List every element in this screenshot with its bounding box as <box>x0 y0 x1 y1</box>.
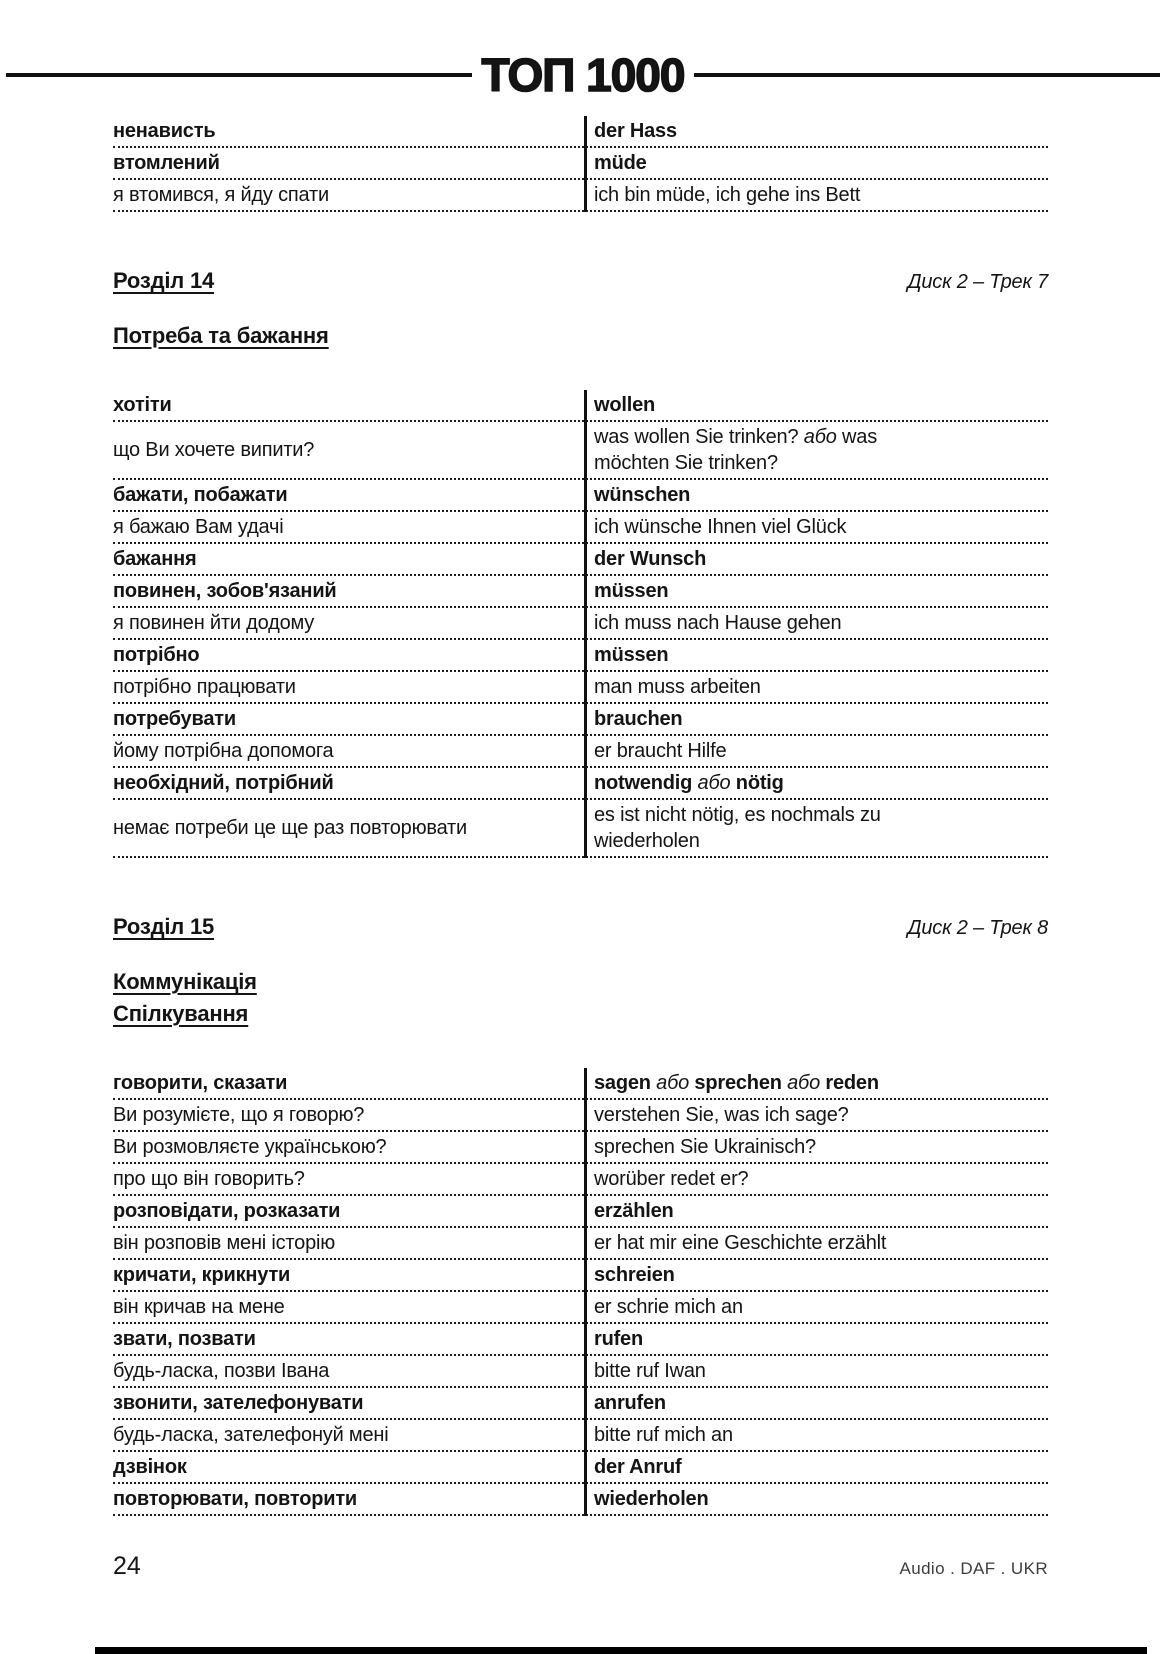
ukrainian-cell <box>113 480 584 510</box>
text-segment: bitte ruf Iwan <box>594 1360 706 1382</box>
german-text <box>594 482 690 508</box>
vocab-row <box>113 672 1048 704</box>
text-segment: я втомився, я йду спати <box>113 184 329 206</box>
german-cell <box>584 1100 1048 1130</box>
text-segment: розповідати, розказати <box>113 1200 341 1222</box>
german-text <box>594 1102 849 1128</box>
ukrainian-cell <box>113 1420 584 1450</box>
text-segment: повторювати, повторити <box>113 1488 358 1510</box>
german-text <box>594 150 647 176</box>
ukrainian-cell <box>113 608 584 638</box>
text-segment: Ви розумієте, що я говорю? <box>113 1104 365 1126</box>
ukrainian-text <box>113 1358 329 1384</box>
text-segment: der Wunsch <box>594 548 707 570</box>
ukrainian-cell <box>113 1228 584 1258</box>
ukrainian-cell <box>113 1164 584 1194</box>
text-segment: кричати, крикнути <box>113 1264 291 1286</box>
vocab-table <box>113 116 1048 212</box>
ukrainian-text <box>113 392 172 418</box>
text-segment: er schrie mich an <box>594 1296 743 1318</box>
german-cell <box>584 768 1048 798</box>
text-segment: reden <box>820 1072 879 1094</box>
text-segment: wiederholen <box>594 830 700 852</box>
ukrainian-cell <box>113 1292 584 1322</box>
ukrainian-text <box>113 610 314 636</box>
ukrainian-text <box>113 546 196 572</box>
page-title: ТОП 1000 <box>481 49 685 101</box>
ukrainian-cell <box>113 704 584 734</box>
section-heading-row <box>113 268 1048 294</box>
ukrainian-text <box>113 514 284 540</box>
vocab-row <box>113 422 1048 480</box>
ukrainian-cell <box>113 1068 584 1098</box>
german-text <box>594 1230 886 1256</box>
text-segment: необхідний, потрібний <box>113 772 334 794</box>
german-text <box>594 392 655 418</box>
text-segment: es ist nicht nötig, es nochmals zu <box>594 804 881 826</box>
vocab-row <box>113 1420 1048 1452</box>
german-cell <box>584 736 1048 766</box>
text-segment: я повинен йти додому <box>113 612 315 634</box>
vocab-row <box>113 768 1048 800</box>
vocab-table <box>113 390 1048 858</box>
header-rule-left <box>6 73 472 77</box>
text-segment: sagen <box>594 1072 657 1094</box>
ukrainian-cell <box>113 800 584 856</box>
vocab-row <box>113 1356 1048 1388</box>
disc-track-label: Диск 2 – Трек 7 <box>907 271 1048 293</box>
german-cell <box>584 422 1048 478</box>
ukrainian-text <box>113 642 199 668</box>
german-text <box>594 1358 706 1384</box>
ukrainian-text <box>113 1230 335 1256</box>
german-cell <box>584 148 1048 178</box>
text-segment: möchten Sie trinken? <box>594 452 778 474</box>
page-header <box>6 49 1160 101</box>
disc-track-label: Диск 2 – Трек 8 <box>907 917 1048 939</box>
text-segment: потрібно <box>113 644 200 666</box>
text-segment: man muss arbeiten <box>594 676 761 698</box>
vocab-row <box>113 736 1048 768</box>
vocab-row <box>113 1260 1048 1292</box>
german-text <box>594 182 860 208</box>
conjunction-italic: або <box>697 772 731 794</box>
text-segment: потрібно працювати <box>113 676 296 698</box>
german-cell <box>584 116 1048 146</box>
german-cell <box>584 1356 1048 1386</box>
ukrainian-text <box>113 150 220 176</box>
german-text <box>594 1198 674 1224</box>
section-heading: Розділ 15 <box>113 914 215 939</box>
ukrainian-text <box>113 482 287 508</box>
ukrainian-cell <box>113 1388 584 1418</box>
text-segment: er braucht Hilfe <box>594 740 727 762</box>
vocab-row <box>113 1324 1048 1356</box>
text-segment: anrufen <box>594 1392 666 1414</box>
german-text <box>594 802 881 854</box>
ukrainian-text <box>113 738 333 764</box>
text-segment: er hat mir eine Geschichte erzählt <box>594 1232 887 1254</box>
topic-subtitle-line: Коммунікація <box>113 969 257 994</box>
vocab-row <box>113 480 1048 512</box>
vocab-row <box>113 640 1048 672</box>
topic-subtitle <box>113 966 1048 1030</box>
ukrainian-text <box>113 1070 287 1096</box>
german-cell <box>584 1420 1048 1450</box>
ukrainian-text <box>113 1422 388 1448</box>
ukrainian-cell <box>113 736 584 766</box>
vocab-row <box>113 1388 1048 1420</box>
text-segment: was <box>836 426 877 448</box>
german-cell <box>584 608 1048 638</box>
text-segment: wollen <box>594 394 656 416</box>
german-cell <box>584 704 1048 734</box>
german-cell <box>584 390 1048 420</box>
german-text <box>594 706 682 732</box>
ukrainian-cell <box>113 576 584 606</box>
german-cell <box>584 180 1048 210</box>
german-cell <box>584 1484 1048 1514</box>
german-text <box>594 118 677 144</box>
header-rule-right <box>694 73 1160 77</box>
text-segment: будь-ласка, позви Івана <box>113 1360 330 1382</box>
german-text <box>594 1486 709 1512</box>
ukrainian-cell <box>113 1132 584 1162</box>
text-segment: müssen <box>594 580 669 602</box>
vocab-row <box>113 704 1048 736</box>
german-cell <box>584 672 1048 702</box>
ukrainian-cell <box>113 544 584 574</box>
text-segment: rufen <box>594 1328 644 1350</box>
text-segment: notwendig <box>594 772 698 794</box>
ukrainian-text <box>113 1198 340 1224</box>
vocab-row <box>113 1100 1048 1132</box>
german-text <box>594 1166 748 1192</box>
text-segment: müssen <box>594 644 669 666</box>
ukrainian-text <box>113 1102 364 1128</box>
section-heading-row <box>113 914 1048 940</box>
ukrainian-cell <box>113 1196 584 1226</box>
text-segment: будь-ласка, зателефонуй мені <box>113 1424 389 1446</box>
text-segment: sprechen <box>689 1072 788 1094</box>
german-text <box>594 514 846 540</box>
ukrainian-text <box>113 578 337 604</box>
ukrainian-text <box>113 1166 305 1192</box>
conjunction-italic: або <box>787 1072 821 1094</box>
page-number: 24 <box>113 1552 141 1580</box>
german-cell <box>584 1228 1048 1258</box>
ukrainian-text <box>113 182 329 208</box>
vocab-row <box>113 390 1048 422</box>
text-segment: повинен, зобов'язаний <box>113 580 337 602</box>
text-segment: der Anruf <box>594 1456 682 1478</box>
text-segment: втомлений <box>113 152 220 174</box>
vocab-row <box>113 180 1048 212</box>
vocab-row <box>113 1228 1048 1260</box>
ukrainian-text <box>113 1134 386 1160</box>
edition-label: Audio . DAF . UKR <box>899 1559 1048 1578</box>
vocab-row <box>113 1068 1048 1100</box>
german-text <box>594 770 784 796</box>
ukrainian-text <box>113 674 296 700</box>
text-segment: бажати, побажати <box>113 484 288 506</box>
text-segment: ich wünsche Ihnen viel Glück <box>594 516 847 538</box>
ukrainian-cell <box>113 1324 584 1354</box>
german-text <box>594 610 841 636</box>
german-cell <box>584 1260 1048 1290</box>
text-segment: потребувати <box>113 708 236 730</box>
text-segment: дзвінок <box>113 1456 187 1478</box>
text-segment: я бажаю Вам удачі <box>113 516 284 538</box>
ukrainian-cell <box>113 422 584 478</box>
german-text <box>594 1134 816 1160</box>
text-segment: ich bin müde, ich gehe ins Bett <box>594 184 861 206</box>
ukrainian-cell <box>113 1100 584 1130</box>
text-segment: звонити, зателефонувати <box>113 1392 364 1414</box>
ukrainian-text <box>113 1326 256 1352</box>
german-cell <box>584 1292 1048 1322</box>
ukrainian-cell <box>113 512 584 542</box>
vocab-table <box>113 1068 1048 1516</box>
german-text <box>594 642 668 668</box>
ukrainian-text <box>113 815 467 841</box>
section-heading: Розділ 14 <box>113 268 215 293</box>
vocab-row <box>113 576 1048 608</box>
german-text <box>594 1294 743 1320</box>
german-text <box>594 546 706 572</box>
text-segment: wiederholen <box>594 1488 709 1510</box>
text-segment: бажання <box>113 548 197 570</box>
german-cell <box>584 480 1048 510</box>
ukrainian-cell <box>113 640 584 670</box>
topic-subtitle <box>113 320 1048 352</box>
page-footer <box>113 1552 1048 1581</box>
vocab-row <box>113 544 1048 576</box>
german-cell <box>584 1324 1048 1354</box>
conjunction-italic: або <box>803 426 837 448</box>
vocab-row <box>113 1164 1048 1196</box>
text-segment: worüber redet er? <box>594 1168 749 1190</box>
ukrainian-cell <box>113 116 584 146</box>
text-segment: він кричав на мене <box>113 1296 285 1318</box>
text-segment: він розповів мені історію <box>113 1232 336 1254</box>
ukrainian-text <box>113 770 334 796</box>
ukrainian-cell <box>113 1260 584 1290</box>
german-text <box>594 1326 643 1352</box>
vocabulary-content <box>113 116 1048 1516</box>
vocab-row <box>113 608 1048 640</box>
german-text <box>594 1390 666 1416</box>
vocab-row <box>113 1452 1048 1484</box>
text-segment: brauchen <box>594 708 683 730</box>
ukrainian-text <box>113 118 215 144</box>
text-segment: nötig <box>730 772 784 794</box>
text-segment: ich muss nach Hause gehen <box>594 612 842 634</box>
german-cell <box>584 1388 1048 1418</box>
conjunction-italic: або <box>656 1072 690 1094</box>
text-segment: bitte ruf mich an <box>594 1424 733 1446</box>
text-segment: немає потреби це ще раз повторювати <box>113 817 467 839</box>
text-segment: хотіти <box>113 394 172 416</box>
german-text <box>594 578 668 604</box>
german-text <box>594 1454 681 1480</box>
vocab-row <box>113 512 1048 544</box>
vocab-row <box>113 148 1048 180</box>
german-cell <box>584 512 1048 542</box>
ukrainian-text <box>113 1486 357 1512</box>
ukrainian-text <box>113 437 314 463</box>
ukrainian-cell <box>113 180 584 210</box>
ukrainian-cell <box>113 390 584 420</box>
german-cell <box>584 800 1048 856</box>
german-text <box>594 674 761 700</box>
vocab-row <box>113 1484 1048 1516</box>
text-segment: was wollen Sie trinken? <box>594 426 804 448</box>
topic-subtitle-line: Спілкування <box>113 1001 249 1026</box>
vocab-row <box>113 1292 1048 1324</box>
text-segment: ненависть <box>113 120 216 142</box>
text-segment: говорити, сказати <box>113 1072 288 1094</box>
text-segment: der Hass <box>594 120 677 142</box>
text-segment: wünschen <box>594 484 691 506</box>
german-cell <box>584 1164 1048 1194</box>
german-cell <box>584 1068 1048 1098</box>
ukrainian-cell <box>113 1356 584 1386</box>
text-segment: Ви розмовляєте українською? <box>113 1136 387 1158</box>
vocab-row <box>113 1196 1048 1228</box>
ukrainian-text <box>113 1294 285 1320</box>
topic-subtitle-line: Потреба та бажання <box>113 323 329 348</box>
text-segment: про що він говорить? <box>113 1168 305 1190</box>
german-text <box>594 424 877 476</box>
ukrainian-cell <box>113 148 584 178</box>
text-segment: sprechen Sie Ukrainisch? <box>594 1136 816 1158</box>
text-segment: müde <box>594 152 647 174</box>
german-cell <box>584 1452 1048 1482</box>
german-cell <box>584 640 1048 670</box>
ukrainian-text <box>113 1454 187 1480</box>
text-segment: schreien <box>594 1264 675 1286</box>
german-text <box>594 1262 675 1288</box>
text-segment: йому потрібна допомога <box>113 740 334 762</box>
vocab-row <box>113 1132 1048 1164</box>
german-cell <box>584 576 1048 606</box>
german-text <box>594 1070 879 1096</box>
text-segment: erzählen <box>594 1200 674 1222</box>
ukrainian-text <box>113 1390 363 1416</box>
german-cell <box>584 544 1048 574</box>
german-text <box>594 1422 733 1448</box>
ukrainian-cell <box>113 768 584 798</box>
ukrainian-cell <box>113 672 584 702</box>
text-segment: звати, позвати <box>113 1328 256 1350</box>
german-cell <box>584 1132 1048 1162</box>
vocab-row <box>113 116 1048 148</box>
text-segment: що Ви хочете випити? <box>113 439 315 461</box>
german-cell <box>584 1196 1048 1226</box>
ukrainian-cell <box>113 1484 584 1514</box>
ukrainian-text <box>113 706 236 732</box>
ukrainian-text <box>113 1262 290 1288</box>
vocab-row <box>113 800 1048 858</box>
german-text <box>594 738 726 764</box>
bottom-bar <box>95 1647 1147 1654</box>
text-segment: verstehen Sie, was ich sage? <box>594 1104 849 1126</box>
ukrainian-cell <box>113 1452 584 1482</box>
